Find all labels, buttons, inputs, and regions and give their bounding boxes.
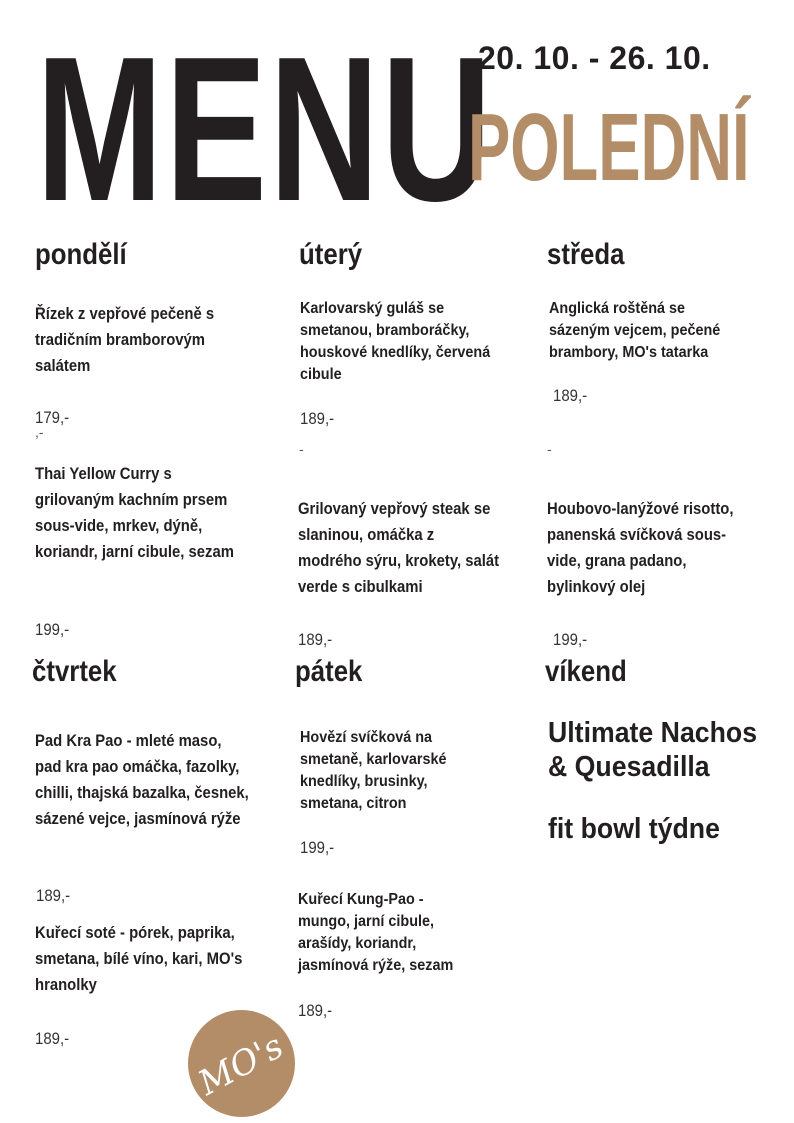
friday-price-2: 189,- bbox=[298, 1001, 333, 1020]
tuesday-dish-2: Grilovaný vepřový steak se slaninou, omáčka z modrého sýru, krokety, salát verde s cibulkami bbox=[298, 500, 500, 596]
wednesday-dash: - bbox=[547, 441, 552, 457]
friday-price-1: 199,- bbox=[300, 838, 335, 857]
thursday-dish-1: Pad Kra Pao - mleté maso, pad kra pao omáčka, fazolky, chilli, thajská bazalka, česnek, sázené vejce, jasmínová rýže bbox=[35, 732, 249, 828]
tuesday-price-1: 189,- bbox=[300, 409, 335, 428]
monday-dish-2: Thai Yellow Curry s grilovaným kachním prsem sous-vide, mrkev, dýně, koriandr, jarní cibule, sezam bbox=[35, 465, 234, 561]
wednesday-dish-1: Anglická roštěná se sázeným vejcem, pečené brambory, MO's tatarka bbox=[549, 300, 721, 361]
friday-dish-1: Hovězí svíčková na smetaně, karlovarské knedlíky, brusinky, smetana, citron bbox=[300, 729, 447, 812]
thursday-price-1: 189,- bbox=[36, 886, 71, 905]
friday-dish-2: Kuřecí Kung-Pao - mungo, jarní cibule, arašídy, koriandr, jasmínová rýže, sezam bbox=[298, 891, 454, 974]
thursday-price-2: 189,- bbox=[35, 1029, 70, 1048]
wednesday-dish-2: Houbovo-lanýžové risotto, panenská svíčková sous-vide, grana padano, bylinkový olej bbox=[547, 500, 734, 596]
monday-price-2: 199,- bbox=[35, 620, 70, 639]
day-wednesday-heading: středa bbox=[547, 238, 625, 271]
tuesday-dash: - bbox=[299, 441, 304, 457]
date-range: 20. 10. - 26. 10. bbox=[478, 40, 711, 76]
day-thursday-heading: čtvrtek bbox=[32, 655, 117, 688]
tuesday-dish-1: Karlovarský guláš se smetanou, bramboráčky, houskové knedlíky, červená cibule bbox=[300, 300, 491, 383]
monday-stray-mark: ,- bbox=[35, 424, 44, 440]
mos-logo-mark bbox=[188, 1010, 295, 1117]
menu-title: MENU bbox=[36, 14, 494, 244]
monday-dish-1: Řízek z vepřové pečeně s tradičním bramborovým salátem bbox=[35, 305, 215, 375]
thursday-dish-2: Kuřecí soté - pórek, paprika, smetana, bílé víno, kari, MO's hranolky bbox=[35, 924, 243, 994]
day-weekend-heading: víkend bbox=[545, 655, 627, 688]
day-tuesday-heading: úterý bbox=[299, 238, 363, 271]
mos-logo-text: MO's bbox=[192, 1026, 290, 1104]
subtitle-poledni: POLEDNÍ bbox=[468, 94, 750, 201]
wednesday-price-1: 189,- bbox=[553, 386, 588, 405]
weekend-item-2: fit bowl týdne bbox=[548, 813, 720, 845]
monday-price-1: 179,- bbox=[35, 408, 70, 427]
tuesday-price-2: 189,- bbox=[298, 630, 333, 649]
mos-logo bbox=[188, 1010, 295, 1117]
wednesday-price-2: 199,- bbox=[553, 630, 588, 649]
day-monday-heading: pondělí bbox=[35, 238, 127, 271]
weekend-item-1: Ultimate Nachos & Quesadilla bbox=[548, 717, 758, 783]
day-friday-heading: pátek bbox=[295, 655, 363, 688]
